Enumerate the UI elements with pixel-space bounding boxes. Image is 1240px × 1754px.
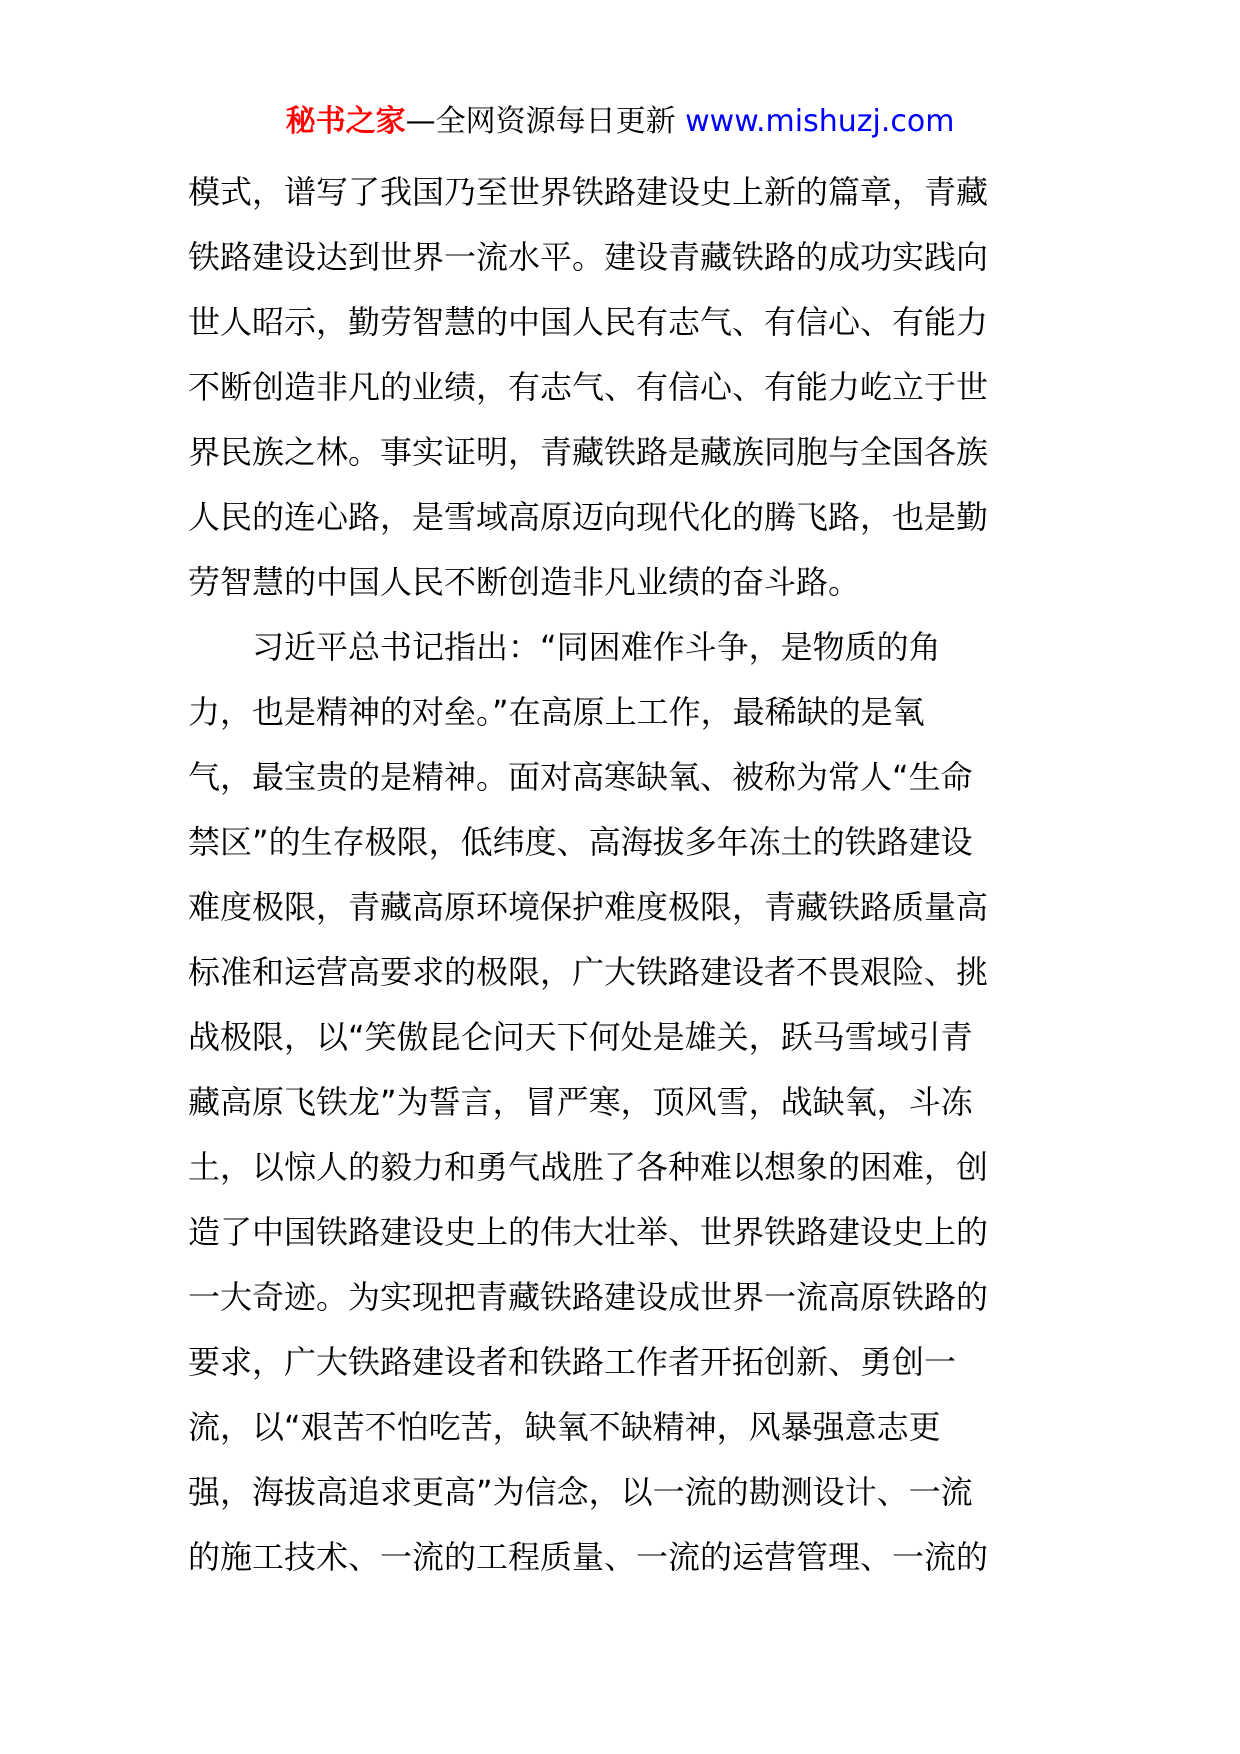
text-line: 力，也是精神的对垒。”在高原上工作，最稀缺的是氧 xyxy=(188,693,925,731)
text-line: 标准和运营高要求的极限，广大铁路建设者不畏艰险、挑 xyxy=(188,953,989,991)
site-tagline: —全网资源每日更新 xyxy=(405,104,686,139)
text-line: 造了中国铁路建设史上的伟大壮举、世界铁路建设史上的 xyxy=(188,1213,989,1251)
text-line: 强，海拔高追求更高”为信念，以一流的勘测设计、一流 xyxy=(188,1473,973,1511)
text-line: 劳智慧的中国人民不断创造非凡业绩的奋斗路。 xyxy=(188,563,861,601)
text-line: 人民的连心路，是雪域高原迈向现代化的腾飞路，也是勤 xyxy=(188,498,989,536)
site-header xyxy=(0,100,1240,144)
document-body xyxy=(188,160,1058,1590)
text-line: 战极限，以“笑傲昆仑问天下何处是雄关，跃马雪域引青 xyxy=(188,1018,973,1056)
text-line: 不断创造非凡的业绩，有志气、有信心、有能力屹立于世 xyxy=(188,368,989,406)
text-line: 界民族之林。事实证明，青藏铁路是藏族同胞与全国各族 xyxy=(188,433,989,471)
text-line: 的施工技术、一流的工程质量、一流的运营管理、一流的 xyxy=(188,1538,989,1576)
site-brand: 秘书之家 xyxy=(285,104,406,139)
text-line: 模式，谱写了我国乃至世界铁路建设史上新的篇章，青藏 xyxy=(188,173,989,211)
text-line: 流，以“艰苦不怕吃苦，缺氧不缺精神，风暴强意志更 xyxy=(188,1408,941,1446)
paragraph-first-line: 习近平总书记指出：“同困难作斗争，是物质的角 xyxy=(252,628,941,666)
site-url-link[interactable]: www.mishuzj.com xyxy=(685,104,955,139)
text-line: 气，最宝贵的是精神。面对高寒缺氧、被称为常人“生命 xyxy=(188,758,973,796)
text-line: 一大奇迹。为实现把青藏铁路建设成世界一流高原铁路的 xyxy=(188,1278,989,1316)
text-line: 禁区”的生存极限，低纬度、高海拔多年冻土的铁路建设 xyxy=(188,823,973,861)
text-line: 铁路建设达到世界一流水平。建设青藏铁路的成功实践向 xyxy=(188,238,989,276)
text-line: 要求，广大铁路建设者和铁路工作者开拓创新、勇创一 xyxy=(188,1343,957,1381)
text-line: 难度极限，青藏高原环境保护难度极限，青藏铁路质量高 xyxy=(188,888,989,926)
text-line: 土，以惊人的毅力和勇气战胜了各种难以想象的困难，创 xyxy=(188,1148,989,1186)
text-line: 藏高原飞铁龙”为誓言，冒严寒，顶风雪，战缺氧，斗冻 xyxy=(188,1083,973,1121)
text-line: 世人昭示，勤劳智慧的中国人民有志气、有信心、有能力 xyxy=(188,303,989,341)
